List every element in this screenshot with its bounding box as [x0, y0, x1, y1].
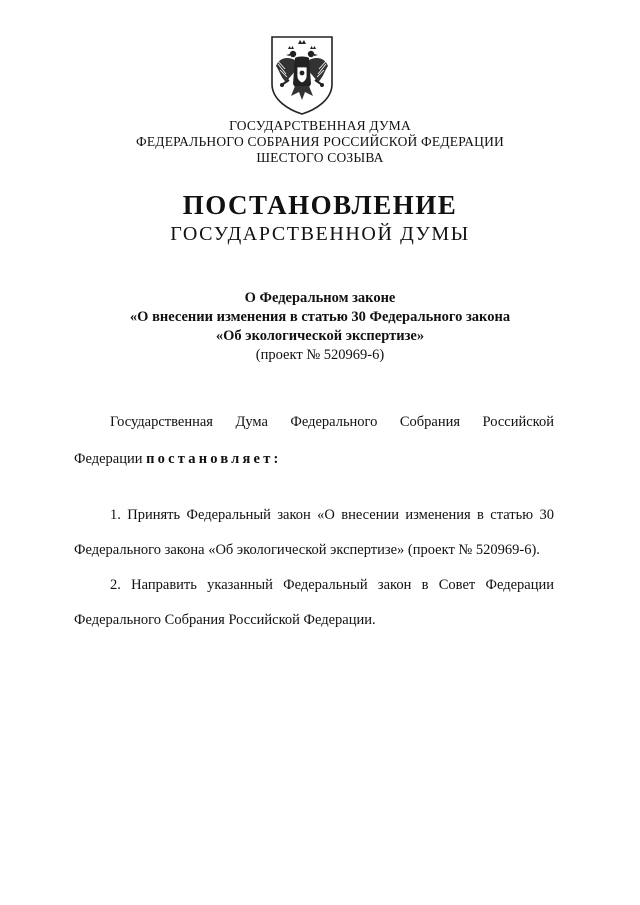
document-subtitle: ГОСУДАРСТВЕННОЙ ДУМЫ [170, 223, 470, 245]
word: 30 [539, 507, 554, 523]
word: Дума [235, 414, 268, 430]
word: Федерации [74, 451, 143, 467]
word: изменения [405, 507, 471, 523]
issuing-authority [0, 118, 640, 166]
subject-line-4: (проект № 520969-6) [255, 347, 385, 363]
word: в [421, 577, 429, 593]
item-1-line-2: Федерального закона «Об экологической экспертизе» (проект № 520969-6). [74, 542, 540, 558]
word: Федерального [290, 414, 378, 430]
item-2-line-1 [110, 577, 554, 594]
word: Принять [127, 507, 181, 523]
word: Федерации [485, 577, 554, 593]
header-line-3: ШЕСТОГО СОЗЫВА [256, 150, 384, 165]
header-line-1: ГОСУДАРСТВЕННАЯ ДУМА [229, 118, 411, 133]
preamble-line-1 [110, 414, 554, 431]
document-title: ПОСТАНОВЛЕНИЕ [182, 190, 458, 220]
preamble-line-2 [74, 451, 554, 468]
document-subject [0, 289, 640, 365]
word: 2. [110, 577, 121, 593]
word: указанный [207, 577, 273, 593]
word: 1. [110, 507, 121, 523]
word: статью [490, 507, 534, 523]
word: закон [377, 577, 412, 593]
subject-line-2: «О внесении изменения в статью 30 Федерального закона [129, 309, 511, 325]
word: Федеральный [283, 577, 368, 593]
word: «О [317, 507, 335, 523]
word: закон [277, 507, 311, 523]
subject-line-3: «Об экологической экспертизе» [215, 328, 425, 344]
word: внесении [341, 507, 400, 523]
resolves-word: постановляет: [146, 451, 282, 467]
word: в [477, 507, 484, 523]
word: Направить [131, 577, 197, 593]
subject-line-1: О Федеральном законе [244, 290, 396, 306]
item-1-line-1 [110, 507, 554, 524]
item-2-line-2: Федерального Собрания Российской Федерации. [74, 612, 376, 628]
word: Совет [438, 577, 476, 593]
word: Собрания [399, 414, 461, 430]
header-line-2: ФЕДЕРАЛЬНОГО СОБРАНИЯ РОССИЙСКОЙ ФЕДЕРАЦИИ [136, 134, 504, 149]
coat-of-arms-emblem [269, 34, 335, 116]
word: Федеральный [186, 507, 271, 523]
word: Российской [482, 414, 554, 430]
word: Государственная [110, 414, 213, 430]
